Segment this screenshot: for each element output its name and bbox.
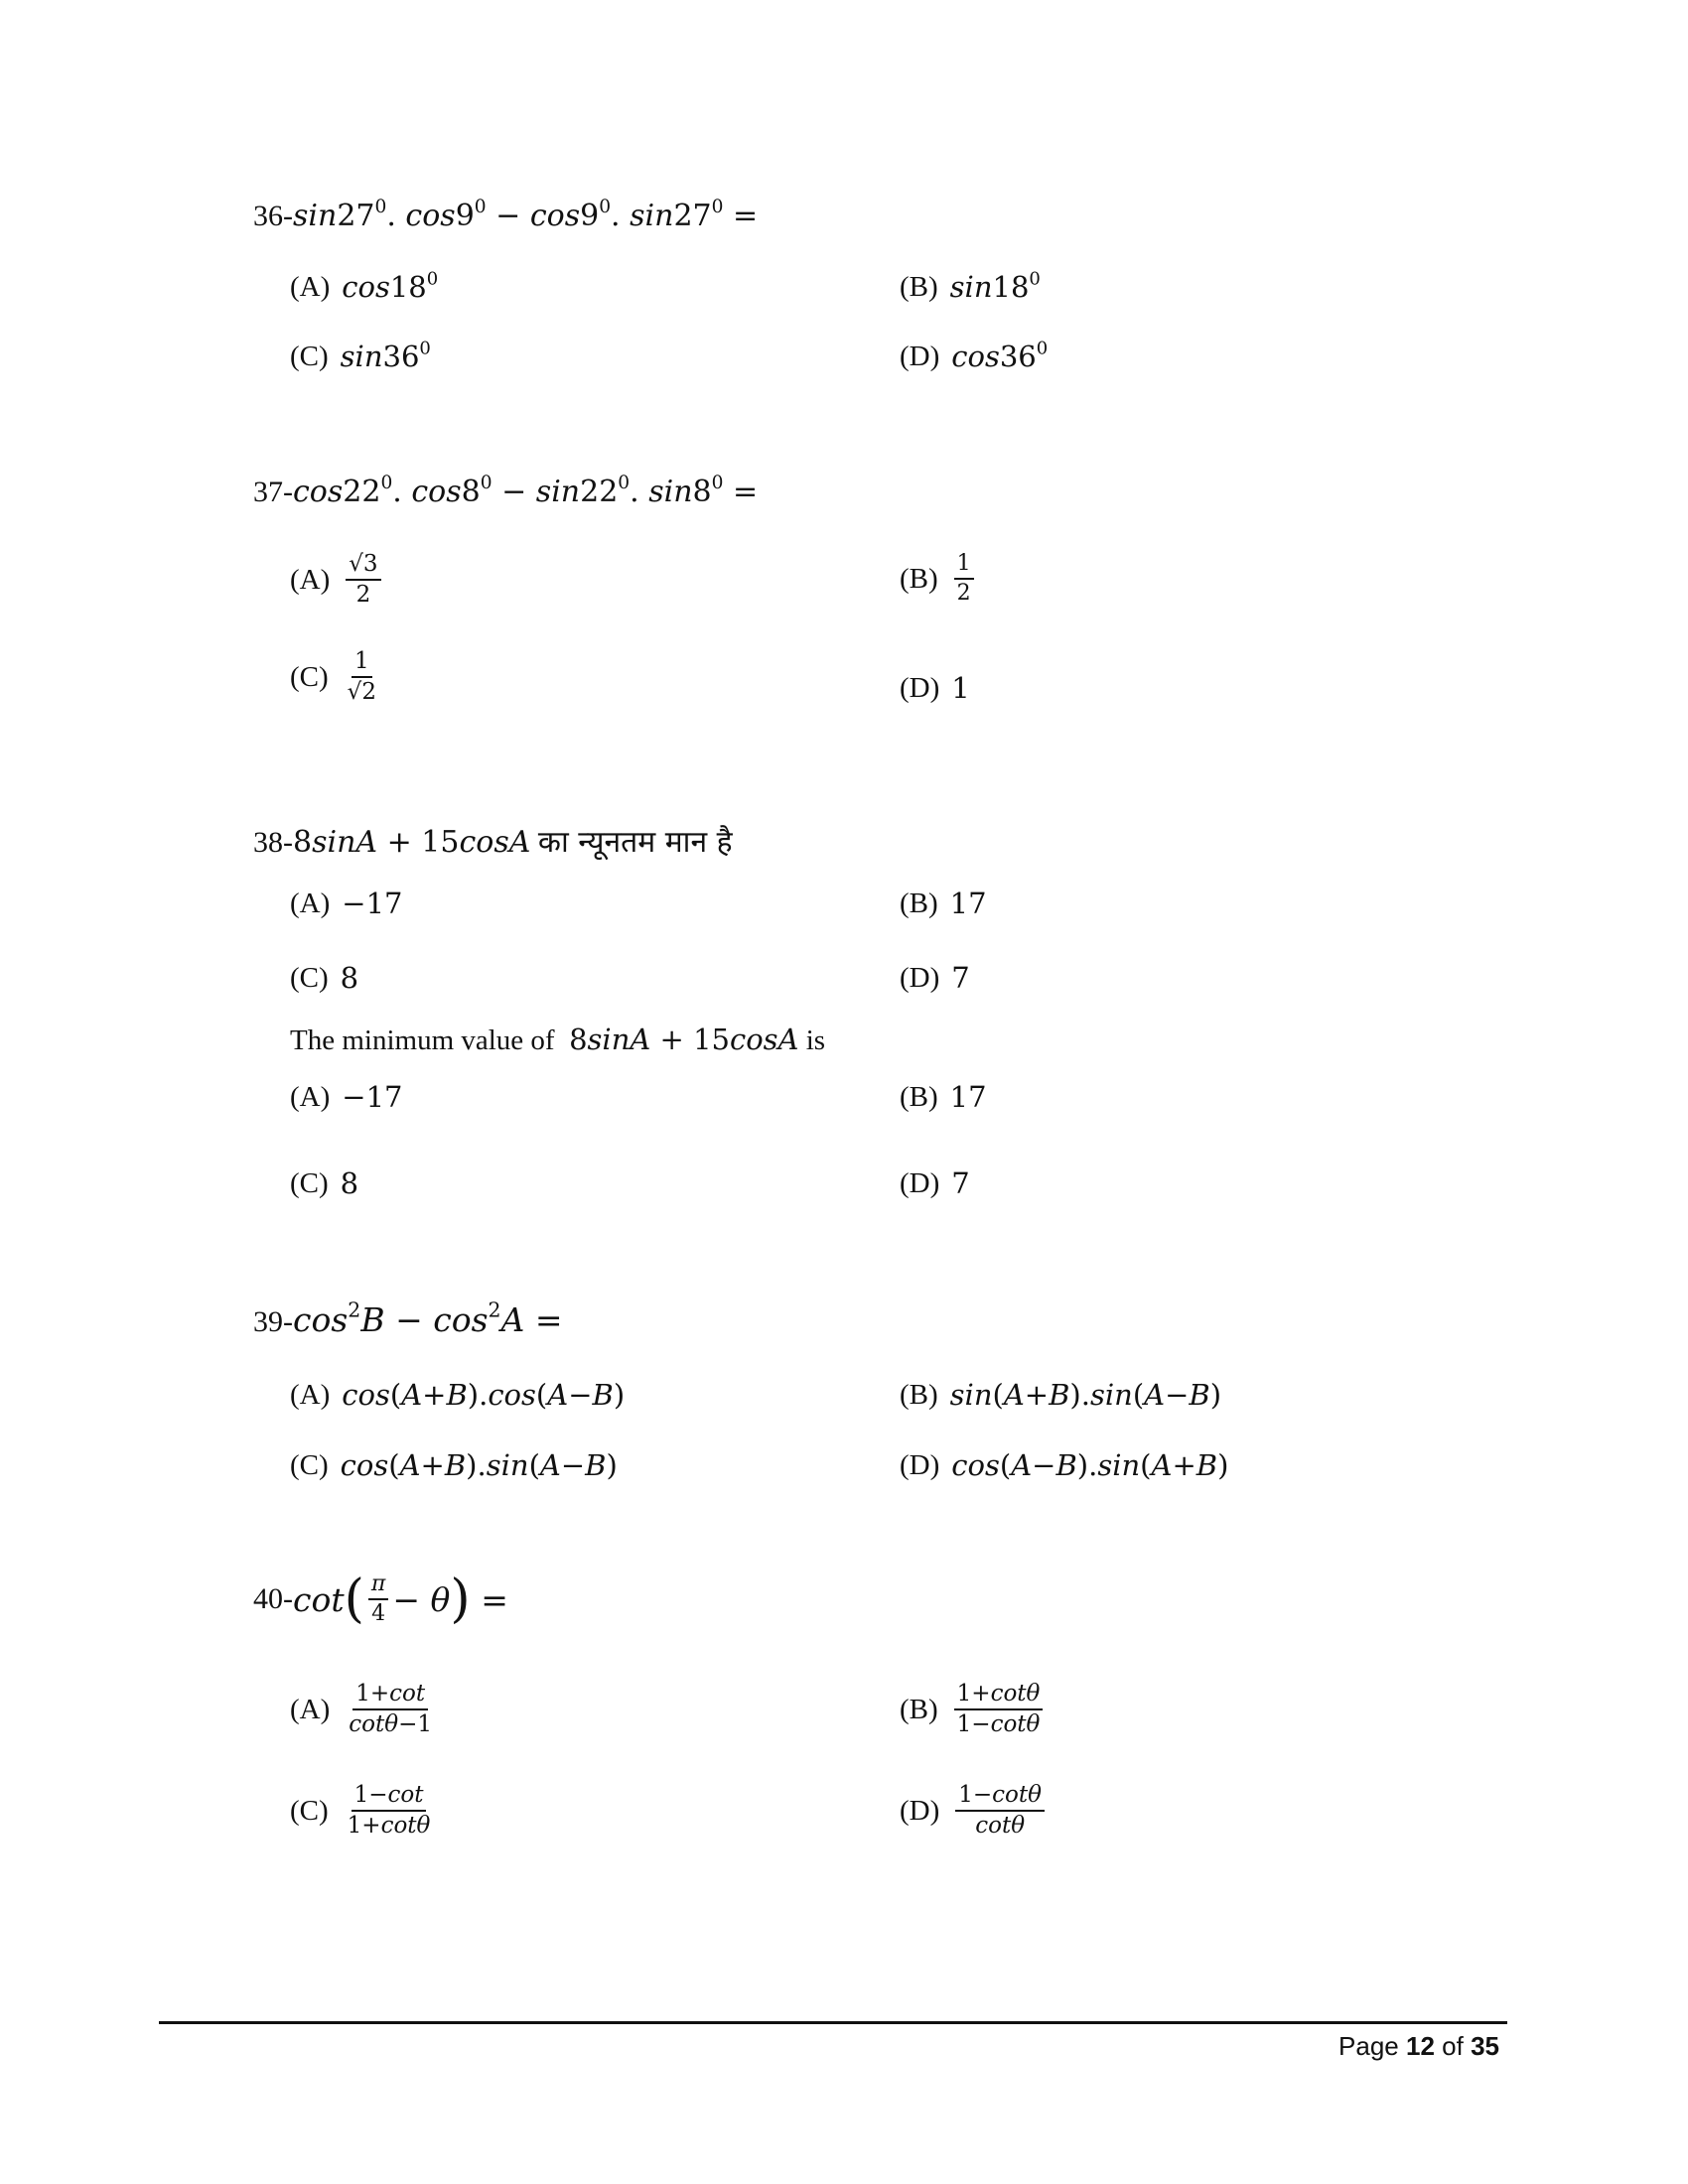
q38-option-d[interactable] bbox=[900, 961, 970, 995]
q36-option-d[interactable]: (D) cos $36^0$ bbox=[900, 338, 1049, 373]
option-label: (A) bbox=[290, 1378, 331, 1411]
option-label: (B) bbox=[900, 1378, 938, 1411]
q38-option-c[interactable] bbox=[290, 961, 358, 995]
option-value: 17 bbox=[949, 1080, 987, 1114]
option-value: −17 bbox=[342, 887, 403, 920]
q37-option-b[interactable] bbox=[900, 552, 978, 606]
option-label: (B) bbox=[900, 270, 938, 303]
q38-option-b[interactable] bbox=[900, 887, 987, 920]
option-label: (B) bbox=[900, 1693, 938, 1725]
page-word: Page bbox=[1338, 2031, 1399, 2061]
option-label: (A) bbox=[290, 563, 331, 596]
page-current: 12 bbox=[1406, 2031, 1435, 2061]
of-word: of bbox=[1442, 2031, 1464, 2061]
option-label: (A) bbox=[290, 887, 331, 919]
question-number: 37- bbox=[253, 476, 293, 508]
fraction: $\frac{1}{2}$ bbox=[954, 552, 974, 606]
option-label: (B) bbox=[900, 562, 938, 595]
q36-option-a[interactable]: (A) cos $18^0$ bbox=[290, 268, 439, 304]
option-label: (C) bbox=[290, 660, 329, 693]
option-value: 8 bbox=[340, 1166, 359, 1200]
fraction: $\frac{1+\cot}{\cot\theta-1}$ bbox=[349, 1681, 432, 1738]
option-value: 7 bbox=[951, 961, 970, 995]
option-label: (C) bbox=[290, 961, 329, 994]
page-total: 35 bbox=[1471, 2031, 1499, 2061]
option-value: 1 bbox=[951, 671, 970, 705]
q36-option-c[interactable]: (C) sin $36^0$ bbox=[290, 338, 431, 373]
q40-option-c[interactable] bbox=[290, 1783, 437, 1840]
q39-option-b[interactable]: (B) sin ( A + B ). sin ( A − B ) bbox=[900, 1378, 1222, 1412]
fraction: $\frac{1}{√2}$ bbox=[347, 648, 376, 706]
fraction: $\frac{√3}{2}$ bbox=[346, 552, 380, 609]
option-value: −17 bbox=[342, 1080, 403, 1114]
option-label: (D) bbox=[900, 1166, 940, 1199]
q39-option-c[interactable]: (C) cos ( A + B ). sin ( A − B ) bbox=[290, 1448, 618, 1482]
question-number: 38- bbox=[253, 826, 293, 859]
fraction: $\frac{\pi}{4}$ bbox=[368, 1572, 388, 1626]
option-label: (C) bbox=[290, 1166, 329, 1199]
q38-en-option-c[interactable] bbox=[290, 1166, 358, 1200]
option-label: (D) bbox=[900, 1794, 940, 1827]
option-label: (A) bbox=[290, 1080, 331, 1113]
question-text-english-suffix: is bbox=[805, 1024, 826, 1056]
option-label: (D) bbox=[900, 671, 940, 704]
fraction: $\frac{1-\cot\theta}{\cot\theta}$ bbox=[955, 1783, 1045, 1840]
question-37: $37-\cos 22^0$. $\cos 8^0 - \sin 22^0$. $\sin 8^0$ = bbox=[253, 472, 759, 509]
option-label: (C) bbox=[290, 1448, 329, 1481]
q40-option-d[interactable] bbox=[900, 1783, 1049, 1840]
question-text-english: The minimum value of bbox=[290, 1024, 555, 1056]
option-label: (D) bbox=[900, 1448, 940, 1481]
option-label: (B) bbox=[900, 887, 938, 919]
option-value: 7 bbox=[951, 1166, 970, 1200]
q36-option-b[interactable]: (B) sin $18^0$ bbox=[900, 268, 1041, 304]
option-label: (C) bbox=[290, 1794, 329, 1827]
question-39: $39-\cos^2B - \cos^2A$ = bbox=[253, 1297, 563, 1339]
question-expression: sin bbox=[293, 199, 338, 233]
fraction: $\frac{1+\cot\theta}{1-\cot\theta}$ bbox=[954, 1682, 1044, 1738]
q38-option-a[interactable] bbox=[290, 887, 402, 920]
question-number: 36- bbox=[253, 200, 293, 232]
q38-en-option-a[interactable] bbox=[290, 1080, 402, 1114]
question-36: $36-\sin 27^0$. $\cos 9^0 - \cos 9^0$. $\sin 27^0$ = bbox=[253, 196, 759, 233]
q38-en-option-d[interactable] bbox=[900, 1166, 970, 1200]
q37-option-d[interactable] bbox=[900, 671, 970, 705]
question-38-english: The minimum value of 8sinA + 15cosA is bbox=[290, 1023, 826, 1056]
option-label: (A) bbox=[290, 1693, 331, 1725]
q37-option-c[interactable] bbox=[290, 649, 383, 706]
q39-option-d[interactable]: (D) cos ( A − B ). sin ( A + B ) bbox=[900, 1448, 1229, 1482]
question-40: 40- cot ( $\frac{\pi}{4}$ − θ ) = bbox=[253, 1570, 508, 1630]
option-value: 17 bbox=[949, 887, 987, 920]
question-38: 38-8sinA + 15cosA का न्यूनतम मान है bbox=[253, 825, 733, 860]
option-label: (B) bbox=[900, 1080, 938, 1113]
option-label: (A) bbox=[290, 270, 331, 303]
q37-option-a[interactable] bbox=[290, 552, 385, 609]
q40-option-a[interactable] bbox=[290, 1682, 439, 1738]
q40-option-b[interactable] bbox=[900, 1682, 1047, 1738]
question-number: 40- bbox=[253, 1582, 293, 1616]
question-text-hindi: का न्यूनतम मान है bbox=[537, 825, 733, 860]
option-label: (D) bbox=[900, 340, 940, 372]
footer-divider bbox=[159, 2021, 1507, 2024]
q38-en-option-b[interactable] bbox=[900, 1080, 987, 1114]
option-label: (D) bbox=[900, 961, 940, 994]
option-label: (C) bbox=[290, 340, 329, 372]
q39-option-a[interactable]: (A) cos ( A + B ). cos ( A − B ) bbox=[290, 1378, 626, 1412]
fraction: $\frac{1-\cot}{1+\cot\theta}$ bbox=[347, 1782, 431, 1840]
option-value: 8 bbox=[340, 961, 359, 995]
page-footer bbox=[1331, 2031, 1499, 2062]
question-number: 39- bbox=[253, 1305, 293, 1338]
